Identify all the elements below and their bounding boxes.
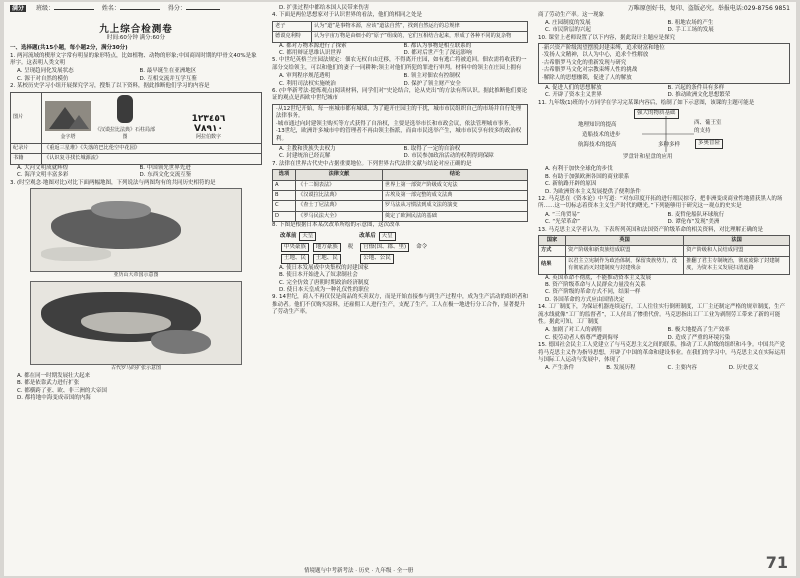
q14-option-c[interactable]: C. 使劳动者人格尊严遭到侮辱	[545, 334, 619, 341]
q11-right-3: 多奥冒险	[695, 139, 723, 148]
q7-row-d-doc: 《罗马民法大全》	[296, 211, 383, 221]
q13-table	[538, 235, 790, 275]
q7-row-a-key: A	[273, 180, 296, 190]
q8-local-nobles: 地方豪族	[313, 243, 341, 252]
q7-stem: 7. 法律在世界古代史中占据重要地位。下列世界古代法律文献与结论对应正确的是	[272, 160, 472, 167]
q11-diagram	[538, 108, 790, 166]
q8-option-a[interactable]: A. 使日本发展成中央集权的封建国家	[279, 264, 369, 271]
q4-option-d[interactable]: D. 都对后世产生了深远影响	[403, 50, 472, 57]
q7-row-c-text: 罗马法从习惯法到成文法的演变	[382, 201, 527, 211]
class-label: 班级：	[35, 5, 54, 12]
q8-central-nobles: 中央豪族	[281, 243, 309, 252]
q4-option-b[interactable]: B. 都认为事物是相互联系的	[403, 42, 472, 49]
q11-right-4: 多种多样	[658, 142, 681, 149]
exam-time-score: 时间:60分钟 满分:60分	[107, 34, 165, 41]
q10-box	[538, 43, 790, 84]
q13-row-way-england: 资产阶级和新贵族结成联盟	[566, 246, 684, 256]
q4-row-1-name: 老子	[273, 21, 312, 31]
q8-bureaucracy: 官僚(国、郡、里)	[360, 243, 409, 252]
q8-option-d[interactable]: D. 使日本天皇成为一种礼仪性的职位	[279, 287, 370, 293]
q7-row-b-text: 古埃及第一部完整的成文法典	[382, 190, 527, 200]
q12-stem: 12. 马克思在《资本论》中写道：“对东印度开拓的进行殖民掠夺，把非洲变成商业性地猎获黑人的场所……这一切标志着资本主义生产时代的曙光。”下列能够用于研究这一观点的史实是	[538, 195, 783, 210]
q13-option-b[interactable]: B. 资产阶级革命与人民群众力量没有关系	[545, 281, 646, 288]
q7-row-c-key: C	[273, 201, 296, 211]
q11-left-2: 造船技术的进步	[582, 132, 621, 139]
q10-line-4: ·古希腊罗马文化对宗教束缚人性的挑战	[542, 67, 638, 74]
q3-option-b[interactable]: B. 都是依靠武力进行扩张	[17, 380, 80, 387]
q4-row-1-view: 认为“道”是事物本源，应该“道法自然”，找到自然运行的总规律	[312, 21, 528, 31]
q13-row-way-france: 资产阶级和人民结成同盟	[684, 246, 790, 256]
q2-row-image-label: 图片	[11, 92, 42, 143]
q13-header-france: 法国	[684, 235, 790, 245]
q3-tail[interactable]: D. 扩张过程中都给本国人民带来伤害	[279, 5, 370, 11]
q13-option-a[interactable]: A. 英国革命不彻底，不能推动资本主义发展	[545, 274, 652, 281]
q5-option-d[interactable]: D. 保护了领主财产安全	[403, 80, 461, 87]
q11-right-2: 的支持	[694, 128, 711, 135]
score-label: 得分：	[167, 5, 186, 12]
pyramid-caption: 金字塔	[60, 134, 76, 141]
q8-diagram	[272, 231, 528, 265]
q11-left-3: 航海技术的提高	[578, 142, 617, 149]
code-stele-figure	[95, 94, 155, 142]
q11-right-1: 西、葡王室	[694, 120, 722, 127]
q2-row-doc-label: 纪录片	[11, 143, 42, 153]
q5-stem: 5. 中世纪英格兰庄园法规定：佃农无权自由迁移，不得离开庄园，如有逃亡将被追回。佃农需将收获的一部分交给领主，可以和他们的妻子一同耕种;领主对他们所犯的罪进行审判。材料中的领主在庄园上拥有	[272, 57, 527, 71]
q8-land-people-2: 土地、民	[313, 254, 341, 263]
q1-option-c[interactable]: C. 源于对自然的模仿	[17, 75, 69, 82]
q10-option-c[interactable]: C. 开辟了资本主义世界	[545, 92, 602, 99]
page-footer: 情境题与中考新考法 · 历史 · 九年级 · 全一册	[304, 568, 414, 574]
q8-before-group	[280, 231, 342, 265]
q9-option-c[interactable]: C. 市民阶层的兴起	[545, 27, 591, 34]
q6-material-box	[272, 104, 528, 145]
q11-left-1: 地理知识的提高	[578, 122, 617, 129]
class-blank[interactable]	[54, 9, 94, 10]
q13-row-result-england: 以君主立宪制作为政治体制，保留贵族势力，没有彻底消灭封建制度与封建残余	[566, 256, 684, 274]
page-number: 71	[765, 553, 788, 572]
q2-table	[10, 92, 262, 165]
q7-row-c-doc: 《查士丁尼法典》	[296, 201, 383, 211]
q4-table	[272, 21, 528, 43]
q8-land-people-1: 土地、民	[281, 254, 309, 263]
q8-public-land: 公地、公民	[360, 254, 394, 263]
q9-option-b[interactable]: B. 租地农场的产生	[667, 19, 714, 26]
q2-option-b[interactable]: B. 中国领先世界先进	[139, 164, 191, 171]
q4-option-c[interactable]: C. 都用辩证思维认识世界	[279, 50, 342, 57]
name-label: 姓名：	[101, 5, 120, 12]
q10-stem: 10. 课堂上老师设置了以下内容，据此设计主题应是探究	[538, 34, 675, 41]
exam-paper	[4, 2, 796, 576]
q11-option-b[interactable]: B. 有助于加强欧洲各国的商业联系	[545, 173, 630, 180]
q7-table	[272, 169, 528, 222]
stele-image	[114, 94, 136, 124]
q6-option-b[interactable]: B. 取得了一定的自治权	[403, 145, 461, 152]
q11-bottom: 罗盘针和星盘的应用	[623, 154, 673, 161]
q1-option-b[interactable]: B. 最早诞生在亚洲地区	[139, 68, 197, 75]
q6-option-c[interactable]: C. 封建统治已经瓦解	[279, 153, 331, 160]
q10-line-3: ·古希腊罗马文化的重新发现与研究	[542, 59, 627, 66]
q7-row-a-text: 世界上第一部资产阶级成文宪法	[382, 180, 527, 190]
column-2	[272, 2, 528, 318]
q11-option-c[interactable]: C. 新航路开辟的原因	[545, 181, 597, 188]
numerals-line-1: 1٢٣٤٥٦	[191, 114, 226, 125]
q1-option-d[interactable]: D. 互相交流并互学互鉴	[139, 75, 197, 82]
q4-option-a[interactable]: A. 都对万物本源进行了探索	[279, 42, 347, 49]
q13-option-d[interactable]: D. 各国革命的方式应由国情决定	[545, 296, 625, 303]
q10-line-5: ·解除人的思想枷锁，促进了人的解放	[542, 74, 632, 81]
q9-stem: 9. 14世纪，商人不再仅仅是商品的买卖双方，而是开始直接参与到生产过程中，成为生产活动的组织者和推动者。他们不仅购买原料，还雇佣工人进行生产，支配了生产。工人在极一地进行分工合作，显著提升了劳动生产率。	[272, 294, 528, 316]
q13-row-result-france: 推翻了君主专制统治，彻底废除了封建制度，为资本主义发展扫清道路	[684, 256, 790, 274]
q5-option-c[interactable]: C. 利用司法权实施统治	[279, 80, 336, 87]
q6-material-1: ·从12世纪开始，每一座城市都有城墙，为了避开庄园主的干扰，城市市民组织自己的市场并自行处理法律事务。	[276, 105, 522, 120]
q2-option-d[interactable]: D. 东西文化交流互鉴	[139, 172, 192, 179]
q15-option-c[interactable]: C. 主要内容	[667, 365, 697, 372]
q2-options	[10, 165, 262, 180]
q13-stem: 13. 马克思主义学者认为，下表所列英国和法国资产阶级革命的相关资料，对比理解正确的是	[538, 226, 763, 233]
q7-row-b-key: B	[273, 190, 296, 200]
q15-option-b[interactable]: B. 发展历程	[606, 365, 636, 372]
q13-row-way-label: 方式	[539, 246, 566, 256]
q8-before-label: 改革前	[280, 232, 297, 239]
q13-header-england: 英国	[566, 235, 684, 245]
q4-options	[272, 43, 528, 58]
q8-before-tianhuang: 天皇	[299, 232, 316, 241]
q7-row-a-doc: 《十二铜表法》	[296, 180, 383, 190]
corner-tag: 满分	[12, 5, 25, 12]
q4-stem: 4. 下面是两位思想家对于认识世界的看法，他们的相同之处是	[272, 12, 422, 19]
q8-after-label: 改革后	[359, 232, 376, 239]
q5-options	[272, 73, 528, 88]
header-right-info: 万唯原创好书，复印、盗版必究。举报电话:029-8756 9851	[627, 5, 790, 12]
q2-images-cell	[42, 92, 262, 143]
q8-option-c[interactable]: C. 完全仿效了唐朝时期政治经济制度	[279, 279, 369, 286]
score-blank[interactable]	[186, 9, 220, 10]
q7-header-doc: 法律文献	[296, 170, 383, 180]
q13-option-c[interactable]: C. 资产阶级的革命方式不同，结果一样	[545, 289, 641, 296]
q2-doc-value: 《重返三星堆》《失落的巴比伦空中花园》	[42, 143, 262, 153]
q10-option-d[interactable]: D. 推动欧洲文化思想繁荣	[667, 92, 731, 99]
name-blank[interactable]	[120, 9, 160, 10]
q13-header-country: 国家	[539, 235, 566, 245]
q9-tail: 商了劳动生产率。这一现象	[538, 12, 605, 19]
q2-stem: 2. 某校历史学习小组开展探究学习，搜集了以下资料，据此推断他们学习的内容是	[10, 83, 210, 90]
q6-option-a[interactable]: A. 主教和贵族失去权力	[279, 145, 336, 152]
q11-options	[538, 166, 790, 196]
q14-option-b[interactable]: B. 极大地提高了生产效率	[667, 327, 730, 334]
q12-options	[538, 212, 790, 227]
map1-caption: 亚历山大帝国示意图	[113, 271, 159, 278]
q11-option-d[interactable]: D. 为欧洲资本主义发展提供了便利条件	[545, 188, 641, 195]
q10-options	[538, 85, 790, 100]
q12-option-c[interactable]: C. “光荣革命”	[545, 219, 581, 226]
rome-map	[30, 281, 242, 365]
q5-option-a[interactable]: A. 审判程序规范透明	[279, 73, 331, 80]
numerals-caption: 阿拉伯数字	[195, 134, 221, 141]
q15-stem: 15. 德国社会民主工人党建立了与马克思主义之间的联系，推动了工人阶级的组织和斗争。中国共产党将马克思主义作为指导思想，开辟了中国的革命和建设事业。在我们的学习中，马克思主义在实际运用与国际工人运动与发展中，体现了	[538, 342, 786, 364]
q7-row-d-key: D	[273, 211, 296, 221]
q11-option-a[interactable]: A. 有利于加快全球化的步伐	[545, 166, 613, 173]
q3-options	[10, 373, 262, 403]
stele-caption: 《汉谟拉比法典》石柱局部图	[95, 127, 156, 141]
q2-row-book-label: 书籍	[11, 154, 42, 164]
q6-option-d[interactable]: D. 市民参加政治活动的权利得到保障	[403, 153, 494, 160]
q8-option-b[interactable]: B. 使日本开始进入了奴隶制社会	[279, 272, 358, 279]
q6-material-2: ·城市通过向封建领主购买等方式获得了自治权，主要是选举市长和市政会议，依法管理城市事务。	[276, 120, 515, 127]
q8-options	[272, 265, 528, 295]
q5-option-b[interactable]: B. 领主对佃农有控制权	[403, 73, 461, 80]
q6-material-3: ·13世纪，欧洲许多城市中的管理者不再由领主指派，而由市民选举产生，城市市民享有较多的政治权利。	[276, 128, 522, 142]
exam-title: 九上综合检测卷	[99, 24, 173, 36]
q15-options	[538, 365, 790, 372]
q4-row-2-name: 德谟克利特	[273, 32, 312, 42]
q15-option-a[interactable]: A. 产生条件	[545, 365, 575, 372]
alexander-map	[30, 188, 242, 272]
rome-africa-shape	[151, 330, 211, 354]
q13-row-result-label: 结果	[539, 256, 566, 274]
q13-options	[538, 275, 790, 305]
column-3	[538, 2, 790, 373]
q10-option-b[interactable]: B. 兴起的条件具有多样	[667, 85, 725, 92]
q8-stem: 8. 下图是根据日本某次改革所绘的示意图，这次改革	[272, 222, 400, 229]
q3-option-d[interactable]: D. 都将地中海变成帝国的内海	[17, 394, 91, 401]
q9-options	[538, 20, 790, 35]
q14-option-a[interactable]: A. 加剧了对工人的剥削	[545, 327, 602, 334]
pyramid-figure	[44, 101, 92, 142]
q1-stem: 1. 两河流域的楔形文字常有明显的象形特点，比如植物、动物的形象;中国商周时期的甲骨文40%是象形字。这表明人类文明	[10, 52, 257, 67]
numerals-line-2: V٨٩١٠	[194, 124, 223, 135]
map2-caption: 古代罗马的扩张示意图	[110, 365, 161, 372]
q8-after-group	[359, 231, 410, 265]
numerals-figure	[158, 114, 259, 141]
q6-intro: 6. (中华新考法·提炼观点)阅读材料，同学们对“史论结合，论从史出”的方法有所认识。据此推断他们要论证的观点是西欧中世纪城市	[272, 88, 528, 102]
q7-header-option: 选项	[273, 170, 296, 180]
q12-option-d[interactable]: D. 谭伦布“发现”美洲	[667, 219, 720, 226]
q10-line-2: ·发扬人文精神，以人为中心，追求个性解放	[542, 52, 649, 59]
q7-row-d-text: 奠定了欧洲民法的基础	[382, 211, 527, 221]
q2-option-c[interactable]: C. 海洋文明丰富多彩	[17, 172, 69, 179]
q3-option-c[interactable]: C. 都横跨了亚、欧、非三洲的大帝国	[17, 387, 107, 394]
q11-stem: 11. 九年级(1)班的小方同学在学习完某课内容后，绘制了如下示意图，该课的主题可能是	[538, 99, 755, 106]
q1-option-a[interactable]: A. 呈现趋同化发展状态	[17, 68, 74, 75]
q14-options	[538, 327, 790, 342]
q4-row-2-view: 认为宇宙万物是由细小的“原子”组成的，它们互相结合起来，形成了各种不同的复杂物	[312, 32, 528, 42]
q9-option-a[interactable]: A. 庄园制度的发展	[545, 19, 591, 26]
column-1	[10, 2, 262, 402]
q3-stem: 3. (时空观念·地图对比)对比下面两幅地图，下列说法与两图均有的共同历史相符的是	[10, 179, 216, 186]
q6-options	[272, 146, 528, 161]
q15-option-d[interactable]: D. 历史意义	[728, 365, 759, 372]
pyramid-image	[45, 101, 91, 131]
q11-connectors	[638, 116, 698, 156]
q7-row-b-doc: 《汉谟拉比法典》	[296, 190, 383, 200]
q7-header-conclusion: 结论	[382, 170, 527, 180]
q10-line-1: ·新兴资产阶级渴望摆脱封建束缚，追求财富和地位	[542, 45, 665, 52]
student-info-row	[10, 5, 262, 12]
q11-top: 强大的物质基础	[634, 109, 679, 118]
q14-stem: 14. 工厂制度下，为保证机器连续运行，工人往往实行倒班制度，工厂主还制定严格的规章制度，生产流水线就像“工厂的监督者”，工人付出了惨重代价。马克思指出工厂工业为剥削劳工带来了新的可能性。据此可知，工厂制度	[538, 304, 785, 325]
q12-option-b[interactable]: B. 麦哲伦船队环球航行	[667, 211, 725, 218]
q9-option-d[interactable]: D. 手工工场的发展	[667, 27, 714, 34]
q12-option-a[interactable]: A. “三角贸易”	[545, 211, 580, 218]
q8-order-label: 命令	[416, 243, 428, 250]
section-heading: 一、选择题(共15小题，每小题2分，满分30分)	[10, 45, 128, 52]
q8-tax-label: 税	[347, 243, 354, 250]
q10-option-a[interactable]: A. 促进人们的思想解放	[545, 85, 602, 92]
q14-option-d[interactable]: D. 造成了严重的环境污染	[667, 334, 731, 341]
q8-after-tianhuang: 天皇	[379, 232, 396, 241]
q3-option-a[interactable]: A. 都在同一时期发展壮大起来	[17, 372, 91, 379]
q2-option-a[interactable]: A. 大河文明成就辉煌	[17, 164, 69, 171]
mediterranean-shape	[41, 247, 111, 261]
q2-book-value: 《认识复寻找长城源流》	[42, 154, 262, 164]
q1-options	[10, 68, 262, 83]
